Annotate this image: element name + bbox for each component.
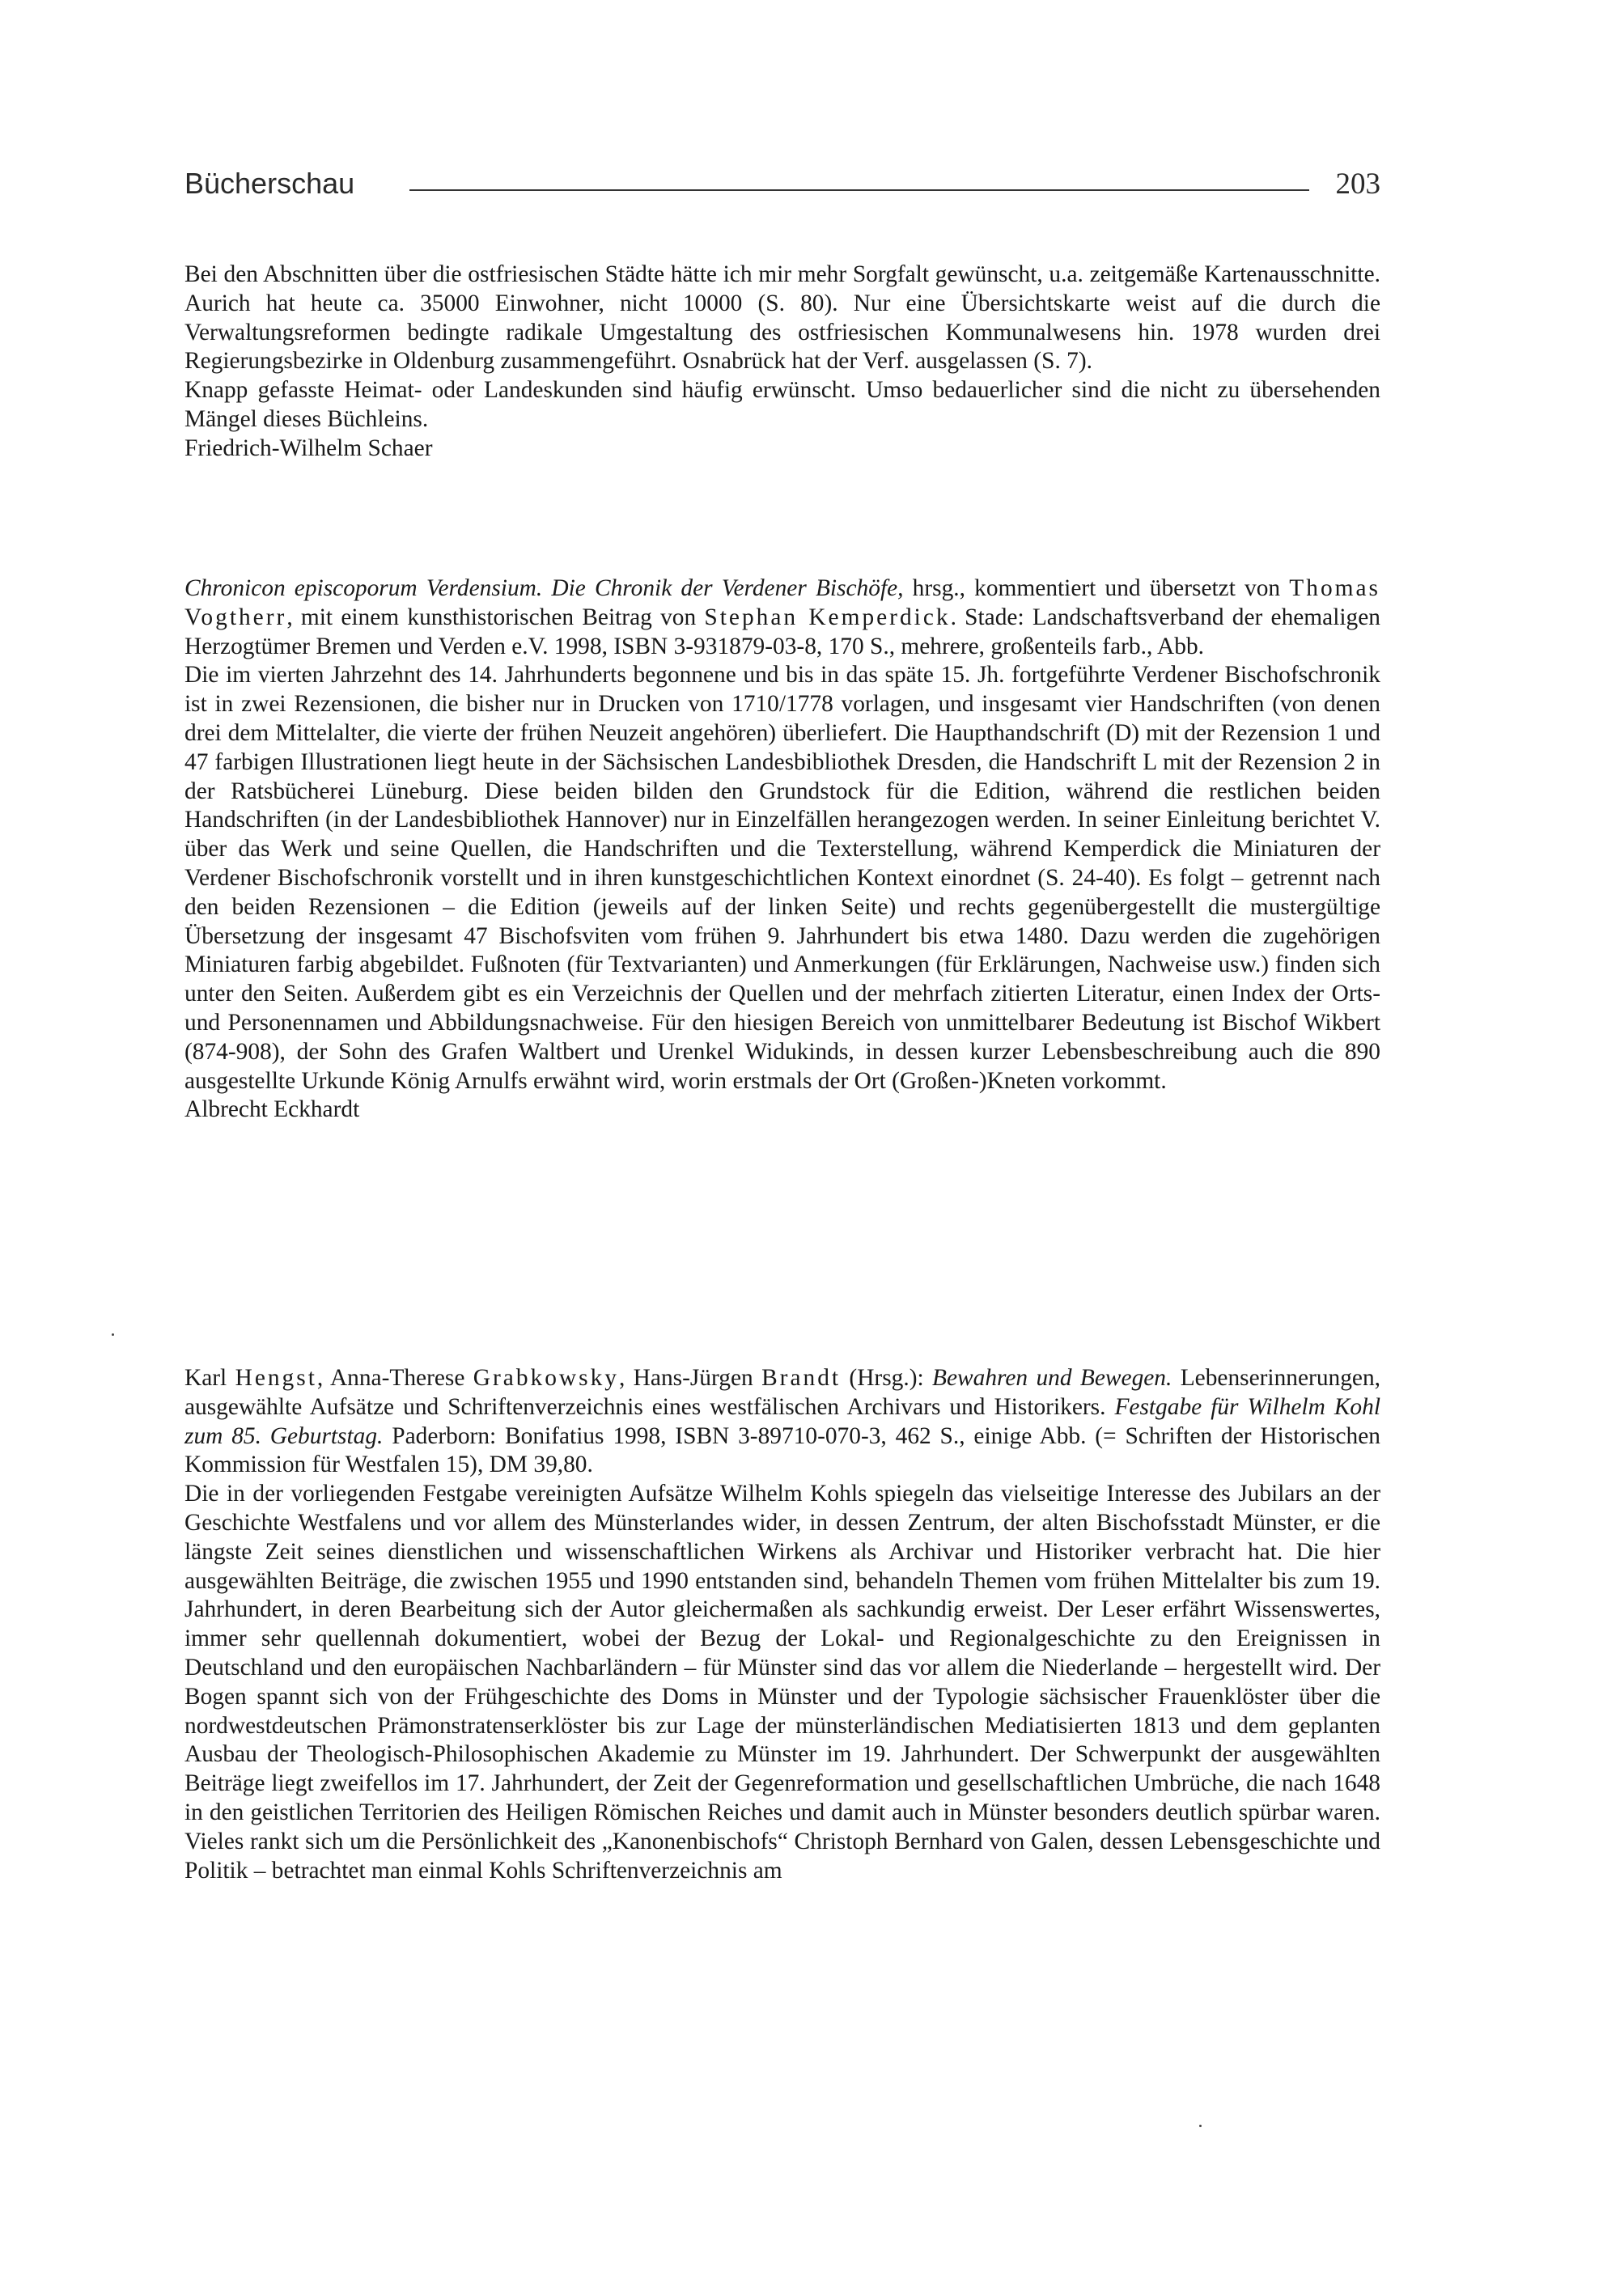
review2-reviewer: Albrecht Eckhardt: [184, 1096, 360, 1123]
review3-subtitle: Festgabe für Wilhelm Kohl zum 85. Geburtstag.: [184, 1393, 1380, 1449]
review1-reviewer: Friedrich-Wilhelm Schaer: [184, 434, 433, 461]
review-chronicon: [184, 574, 1380, 1125]
review-festgabe: [184, 1364, 1380, 1885]
running-header: [184, 167, 1380, 207]
review2-bibliography: Chronicon episcoporum Verdensium. Die Chronik der Verdener Bischöfe, hrsg., kommentiert und übersetzt von Thomas Vogtherr, mit einem kunsthistorischen Beitrag von Stephan Kemperdick. Stade: Landschaftsverband der ehemaligen Herzogtümer Bremen und Verden e.V. 1998, ISBN 3-931879-03-8, 170 S., mehrere, großenteils farb., Abb.: [184, 575, 1380, 659]
review3-author-grabkowsky: Grabkowsky: [473, 1365, 619, 1391]
review1-paragraph-1: Bei den Abschnitten über die ostfriesischen Städte hätte ich mir mehr Sorgfalt gewünscht, u.a. zeitgemäße Kartenausschnitte. Aurich hat heute ca. 35000 Einwohner, nicht 10000 (S. 80). Nur eine Übersichtskarte weist auf die durch die Verwaltungsreformen bedingte radikale Umgestaltung des ostfriesischen Kommunalwesens hin. 1978 wurden drei Regierungsbezirke in Oldenburg zusammengeführt. Osnabrück hat der Verf. ausgelassen (S. 7).: [184, 261, 1380, 375]
review3-bibliography: Karl Hengst, Anna-Therese Grabkowsky, Hans-Jürgen Brandt (Hrsg.): Bewahren und Bewegen. Lebenserinnerungen, ausgewählte Aufsätze und Schriftenverzeichnis eines westfälischen Archivars und Historikers. Festgabe für Wilhelm Kohl zum 85. Geburtstag. Paderborn: Bonifatius 1998, ISBN 3-89710-070-3, 462 S., einige Abb. (= Schriften der Historischen Kommission für Westfalen 15), DM 39,80.: [184, 1365, 1380, 1478]
review2-body: Die im vierten Jahrzehnt des 14. Jahrhunderts begonnene und bis in das späte 15. Jh. fortgeführte Verdener Bischofschronik ist in zwei Rezensionen, die bisher nur in Drucken von 1710/1778 vorlagen, und insgesamt vier Handschriften (von denen drei dem Mittelalter, die vierte der frühen Neuzeit angehören) überliefert. Die Haupthandschrift (D) mit der Rezension 1 und 47 farbigen Illustrationen liegt heute in der Sächsischen Landesbibliothek Dresden, die Handschrift L mit der Rezension 2 in der Ratsbücherei Lüneburg. Diese beiden bilden den Grundstock für die Edition, während die restlichen beiden Handschriften (in der Landesbibliothek Hannover) nur in Einzelfällen herangezogen werden. In seiner Einleitung berichtet V. über das Werk und seine Quellen, die Handschriften und die Texterstellung, während Kemperdick die Miniaturen der Verdener Bischofschronik vorstellt und in ihren kunstgeschichtlichen Kontext einordnet (S. 24-40). Es folgt – getrennt nach den beiden Rezensionen – die Edition (jeweils auf der linken Seite) und rechts gegenübergestellt die mustergültige Übersetzung der insgesamt 47 Bischofsviten vom frühen 9. Jahrhundert bis etwa 1480. Dazu werden die zugehörigen Miniaturen farbig abgebildet. Fußnoten (für Textvarianten) und Anmerkungen (für Erklärungen, Nachweise usw.) finden sich unter den Seiten. Außerdem gibt es ein Verzeichnis der Quellen und der mehrfach zitierten Literatur, einen Index der Orts- und Personennamen und Abbildungsnachweise. Für den hiesigen Bereich von unmittelbarer Bedeutung ist Bischof Wikbert (874-908), der Sohn des Grafen Waltbert und Urenkel Widukinds, in dessen kurzer Lebensbeschreibung auch die 890 ausgestellte Urkunde König Arnulfs erwähnt wird, worin erstmals der Ort (Großen-)Kneten vorkommt.: [184, 662, 1380, 1094]
review3-author-hengst: Hengst: [235, 1365, 317, 1391]
review2-contributor: Stephan Kemperdick: [704, 604, 951, 630]
review1-paragraph-2: Knapp gefasste Heimat- oder Landeskunden sind häufig erwünscht. Umso bedauerlicher sind die nicht zu übersehenden Mängel dieses Büchleins.: [184, 377, 1380, 432]
page-number: 203: [1335, 167, 1380, 201]
running-title: Bücherschau: [184, 167, 355, 200]
review3-book-title: Bewahren und Bewegen.: [932, 1365, 1172, 1391]
scan-speck: [1199, 2125, 1202, 2127]
header-rule: [409, 189, 1309, 191]
review2-book-title: Chronicon episcoporum Verdensium. Die Chronik der Verdener Bischöfe,: [184, 575, 904, 601]
review3-author-brandt: Brandt: [761, 1365, 842, 1391]
review-continuation: [184, 261, 1380, 464]
review2-editor: Thomas Vogtherr: [184, 575, 1380, 630]
review3-body: Die in der vorliegenden Festgabe vereinigten Aufsätze Wilhelm Kohls spiegeln das vielseitige Interesse des Jubilars an der Geschichte Westfalens und vor allem des Münsterlandes wider, in dessen Zentrum, der alten Bischofsstadt Münster, er die längste Zeit seines dienstlichen und wissenschaftlichen Wirkens als Archivar und Historiker verbracht hat. Die hier ausgewählten Beiträge, die zwischen 1955 und 1990 entstanden sind, behandeln Themen vom frühen Mittelalter bis zum 19. Jahrhundert, in deren Bearbeitung sich der Autor gleichermaßen als sachkundig erweist. Der Leser erfährt Wissenswertes, immer sehr quellennah dokumentiert, wobei der Bezug der Lokal- und Regionalgeschichte zu den Ereignissen in Deutschland und den europäischen Nachbarländern – für Münster sind das vor allem die Niederlande – hergestellt wird. Der Bogen spannt sich von der Frühgeschichte des Doms in Münster und der Typologie sächsischer Frauenklöster über die nordwestdeutschen Prämonstratenserklöster bis zur Lage der münsterländischen Mediatisierten 1813 und dem geplanten Ausbau der Theologisch-Philosophischen Akademie zu Münster im 19. Jahrhundert. Der Schwerpunkt der ausgewählten Beiträge liegt zweifellos im 17. Jahrhundert, der Zeit der Gegenreformation und gesellschaftlichen Umbrüche, die nach 1648 in den geistlichen Territorien des Heiligen Römischen Reiches und damit auch in Münster besonders deutlich spürbar waren. Vieles rankt sich um die Persönlichkeit des „Kanonenbischofs“ Christoph Bernhard von Galen, dessen Lebensgeschichte und Politik – betrachtet man einmal Kohls Schriftenverzeichnis am: [184, 1481, 1380, 1884]
scan-speck: [112, 1333, 114, 1336]
